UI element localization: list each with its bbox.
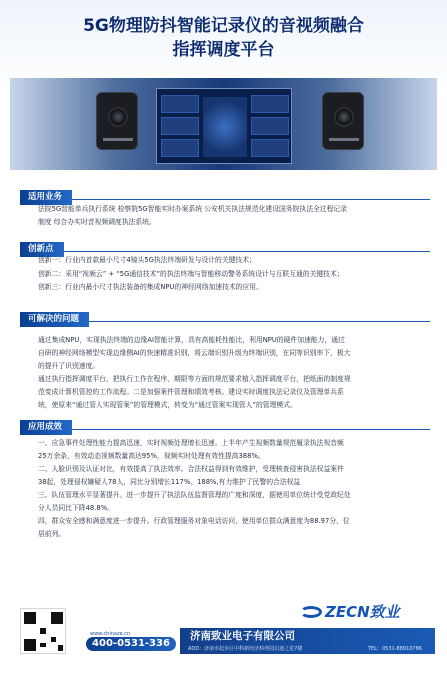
section-body-scope: 法院5G智能单兵执行系统 检察院5G智能实时办案系统 公安机关执法规范化建设国务院执法全过程记录 制度 综合办实时音视频调度执法系统。 <box>38 205 347 226</box>
company-address: ADD：济南市起步区中科新经济科创园启迪之星7楼 <box>188 646 303 652</box>
poster-title <box>0 14 447 62</box>
camera-lens-icon <box>334 107 354 127</box>
company-logo: ZECN致业 <box>300 601 418 623</box>
section-heading-innovation: 创新点 <box>20 236 430 252</box>
company-tel[interactable]: TEL：0531-88910786 <box>368 646 422 652</box>
body-camera-image-left <box>96 92 138 150</box>
body-camera-image-right <box>322 92 364 150</box>
camera-lens-icon <box>108 107 128 127</box>
hotline-phone[interactable]: 400-0531-336 <box>86 637 176 651</box>
section-body-problems: 通过集成NPU，实现执法终端的边缘AI智能计算，具有高能耗性能比，利用NPU的硬件加速能力，通过 自研的神经网络模型实现边缘侧AI的快速精准识别，将云端识别升级为终端识别，在同等识别率下，极大 的提升了识别速度。 通过执行指挥调度平台，把执行工作在程序、期限等方面的规范要求植入指挥调度平台，把纸面的制度规 范变成计算机管控的工作流程。二是加强案件管理和绩效考核。建设实时调度执法记录仪及管理单兵系 统，使原来“通过管人实现管案”的管理模式，转变为“通过管案实现管人”的管理模式。 <box>38 336 351 409</box>
hero-banner <box>10 78 437 170</box>
section-heading-scope: 适用业务 <box>20 184 430 200</box>
title-line-2: 指挥调度平台 <box>172 40 275 60</box>
section-heading-results: 应用成效 <box>20 414 430 430</box>
logo-mark-icon <box>300 606 322 618</box>
qr-code-icon <box>20 608 66 654</box>
title-line-1: 5G物理防抖智能记录仪的音视频融合 <box>83 16 364 36</box>
company-name: 济南致业电子有限公司 <box>190 630 295 642</box>
dispatch-screen-image <box>156 88 292 164</box>
section-body-results: 一、应急事件处理性能力提高迅速，实时视频处理增长迅速。上半年产生视频数量规范履录执法视音频 25万余条，有效动态视频数量高达95%，视频实时处理有效性提高388%。 二、人脸识别及认证对比，有效提高了执法效率。合法权益得到有效维护，受理核查侵害执法权益案件 38起，处理侵权嫌疑人78人，同比分别增长117%、188%,有力维护了民警的合法权益 三、队伍管理水平显著提升。进一步提升了执法队伍监督管理的广度和深度，据使用单位统计受党政纪处 分人员同比下降48.8%。 四，群众安全感和满意度进一步提升。行政管理服务对象电话访问，使用单位群众满意度为88.97分，位 居前列。 <box>38 439 351 538</box>
section-heading-problems: 可解决的问题 <box>20 306 430 322</box>
website-url[interactable]: www.chinaze.cn <box>90 631 131 637</box>
map-panel <box>203 97 247 157</box>
section-body-innovation: 创新一：行业内首款最小尺寸4镜头5G执法终端研发与设计的关键技术； 创新二：采用“视频云” + “5G通信技术”的执法终端与智能移动警务系统设计与互联互通的关键技术； 创新三：行业内最小尺寸执法装备的集成NPU的神经网络加速技术的应用。 <box>38 256 344 291</box>
